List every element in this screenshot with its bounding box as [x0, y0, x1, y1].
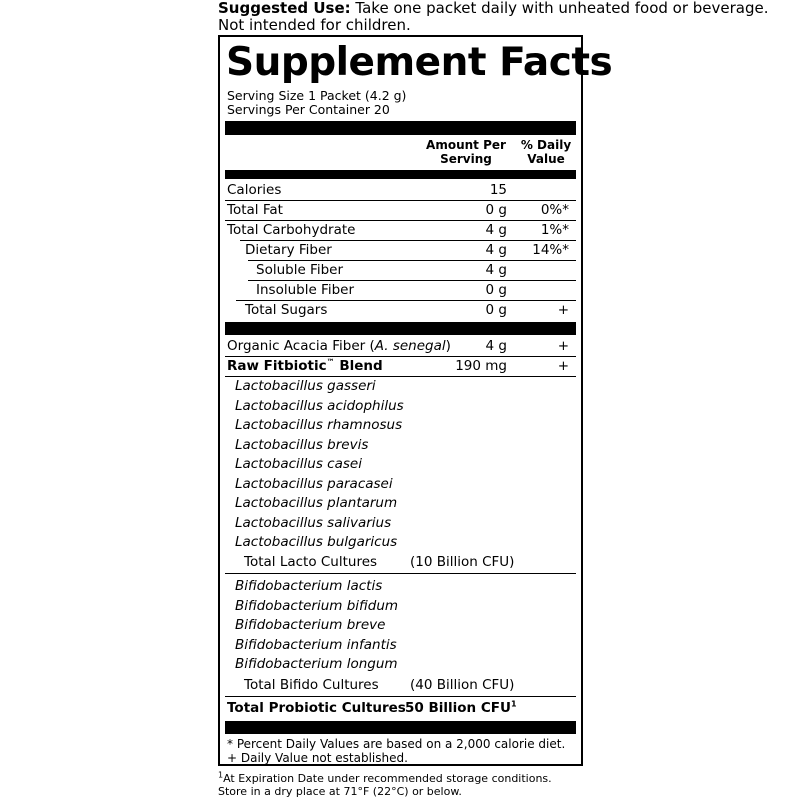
- nutrient-label: Total Sugars: [245, 302, 328, 318]
- nutrient-dv: 0%*: [540, 202, 569, 218]
- lacto-strain: Lactobacillus paracasei: [235, 475, 393, 492]
- nutrient-label: Calories: [227, 182, 282, 198]
- nutrient-dv: +: [557, 302, 569, 318]
- blend-label: Raw Fitbiotic™ Blend: [227, 357, 383, 374]
- bifido-strain: Bifidobacterium infantis: [235, 636, 397, 653]
- suggested-use-label: Suggested Use:: [218, 0, 351, 17]
- nutrient-label: Soluble Fiber: [256, 262, 344, 278]
- bifido-total-label: Total Bifido Cultures: [244, 677, 379, 693]
- ingredient-row-blend: [227, 356, 573, 376]
- supplement-facts-panel: [218, 35, 613, 766]
- lacto-total-row: [227, 552, 573, 572]
- header-daily-value: % Daily Value: [520, 138, 572, 166]
- lacto-strain: Lactobacillus gasseri: [235, 378, 376, 394]
- nutrient-label: Insoluble Fiber: [256, 282, 355, 298]
- serving-size: Serving Size 1 Packet (4.2 g): [227, 88, 407, 103]
- lacto-strain: Lactobacillus acidophilus: [235, 397, 404, 414]
- bifido-strain: Bifidobacterium longum: [235, 656, 398, 672]
- suggested-use: [218, 0, 788, 34]
- footnote-dv-not-established: + Daily Value not established.: [227, 751, 408, 765]
- lacto-strain: Lactobacillus plantarum: [235, 495, 398, 511]
- nutrient-dv: 14%*: [532, 242, 569, 258]
- ingredient-amount: 4 g: [485, 338, 507, 354]
- thick-divider: [225, 121, 576, 135]
- storage-note-line2: Store in a dry place at 71°F (22°C) or below.: [218, 785, 462, 798]
- lacto-strain: Lactobacillus rhamnosus: [235, 417, 403, 433]
- lacto-total-amount: (10 Billion CFU): [410, 554, 515, 570]
- storage-note: [218, 772, 552, 798]
- ingredient-row-acacia: [227, 336, 573, 356]
- nutrient-label: Dietary Fiber: [245, 242, 332, 258]
- nutrient-amount: 4 g: [485, 242, 507, 258]
- nutrient-dv: 1%*: [540, 222, 569, 238]
- nutrient-row-calories: [227, 180, 573, 200]
- nutrient-label: Total Fat: [227, 202, 283, 218]
- nutrient-amount: 4 g: [485, 222, 507, 238]
- nutrient-row-soluble-fiber: [227, 260, 573, 280]
- nutrient-label: Total Carbohydrate: [227, 222, 356, 238]
- ingredient-label: Organic Acacia Fiber (A. senegal): [227, 338, 451, 354]
- nutrient-row-total-sugars: [227, 300, 573, 320]
- thick-divider: [225, 721, 576, 734]
- nutrient-row-dietary-fiber: [227, 240, 573, 260]
- row-divider: [225, 573, 576, 574]
- blend-amount: 190 mg: [455, 358, 507, 374]
- suggested-use-text: Take one packet daily with unheated food or beverage. Not intended for children.: [218, 0, 769, 34]
- storage-note-line1: $^1$At Expiration Date under recommended storage conditions.: [218, 770, 552, 785]
- thick-divider: [225, 170, 576, 179]
- nutrient-row-insoluble-fiber: [227, 280, 573, 300]
- bifido-strain: Bifidobacterium breve: [235, 617, 386, 633]
- header-amount-per-serving: Amount Per Serving: [426, 138, 506, 166]
- ingredient-dv: +: [557, 338, 569, 354]
- probiotic-total-amount: 50 Billion CFU$^1$: [405, 699, 517, 716]
- nutrient-amount: 15: [489, 182, 507, 198]
- bifido-strain: Bifidobacterium lactis: [235, 578, 383, 594]
- blend-dv: +: [557, 358, 569, 374]
- servings-per-container: Servings Per Container 20: [227, 102, 390, 117]
- nutrient-amount: 0 g: [485, 282, 507, 298]
- panel-title: Supplement Facts: [226, 40, 613, 85]
- probiotic-total-label: Total Probiotic Cultures: [227, 700, 406, 716]
- bifido-total-amount: (40 Billion CFU): [410, 677, 515, 693]
- bifido-total-row: [227, 675, 573, 695]
- nutrient-row-total-fat: [227, 200, 573, 220]
- thick-divider: [225, 322, 576, 335]
- probiotic-total-row: [227, 698, 573, 718]
- nutrient-row-total-carbohydrate: [227, 220, 573, 240]
- nutrient-amount: 4 g: [485, 262, 507, 278]
- lacto-strain: Lactobacillus brevis: [235, 436, 369, 453]
- footnote-percent-dv: * Percent Daily Values are based on a 2,000 calorie diet.: [227, 737, 566, 751]
- nutrient-amount: 0 g: [485, 302, 507, 318]
- lacto-strain: Lactobacillus casei: [235, 456, 362, 472]
- nutrient-amount: 0 g: [485, 202, 507, 218]
- lacto-total-label: Total Lacto Cultures: [244, 554, 378, 570]
- row-divider: [225, 696, 576, 697]
- lacto-strain: Lactobacillus bulgaricus: [235, 534, 398, 550]
- lacto-strain: Lactobacillus salivarius: [235, 514, 392, 531]
- bifido-strain: Bifidobacterium bifidum: [235, 597, 399, 614]
